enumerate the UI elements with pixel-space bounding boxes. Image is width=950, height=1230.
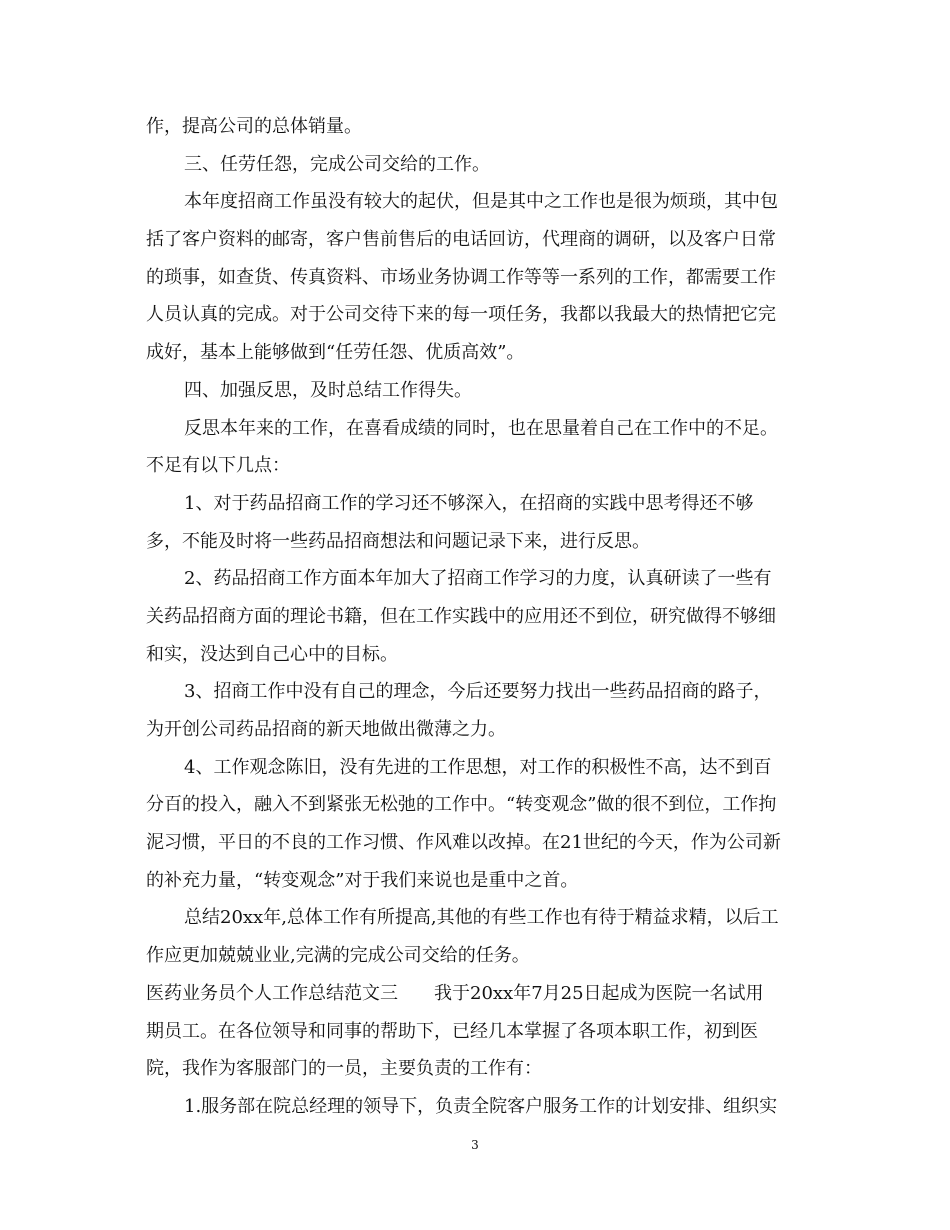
text-line: 总结20xx年,总体工作有所提高,其他的有些工作也有待于精益求精，以后工 — [184, 907, 779, 929]
text-line: 不足有以下几点： — [146, 455, 290, 477]
text-line: 作，提高公司的总体销量。 — [146, 116, 362, 137]
text-line: 反思本年来的工作，在喜看成绩的同时，也在思量着自己在工作中的不足。 — [184, 417, 778, 439]
section-heading: 三、任劳任怨，完成公司交给的工作。 — [184, 153, 490, 175]
text-line: 的琐事，如查货、传真资料、市场业务协调工作等等一系列的工作，都需要工作 — [146, 266, 776, 288]
text-line: 和实，没达到自己心中的目标。 — [146, 643, 398, 665]
text-line: 期员工。在各位领导和同事的帮助下，已经几本掌握了各项本职工作，初到医 — [146, 1020, 758, 1042]
text-line: 多，不能及时将一些药品招商想法和问题记录下来，进行反思。 — [146, 530, 650, 552]
text-line: 为开创公司药品招商的新天地做出微薄之力。 — [146, 719, 506, 740]
page-number: 3 — [471, 1138, 479, 1152]
list-item: 3、招商工作中没有自己的理念，今后还要努力找出一些药品招商的路子， — [184, 681, 772, 703]
list-item: 1.服务部在院总经理的领导下，负责全院客户服务工作的计划安排、组织实 — [184, 1095, 778, 1117]
text-line: 分百的投入，融入不到紧张无松弛的工作中。“转变观念”做的很不到位，工作拘 — [146, 794, 777, 816]
text-line: 关药品招商方面的理论书籍，但在工作实践中的应用还不到位，研究做得不够细 — [146, 605, 776, 627]
text-line: 院，我作为客服部门的一员，主要负责的工作有： — [146, 1058, 542, 1080]
text-line: 作应更加兢兢业业,完满的完成公司交给的任务。 — [146, 945, 530, 967]
text-line: 泥习惯，平日的不良的工作习惯、作风难以改掉。在21世纪的今天，作为公司新 — [146, 832, 781, 854]
text-line: 本年度招商工作虽没有较大的起伏，但是其中之工作也是很为烦琐，其中包 — [184, 191, 778, 213]
text-line: 人员认真的完成。对于公司交待下来的每一项任务，我都以我最大的热情把它完 — [146, 304, 776, 326]
text-line: 成好，基本上能够做到“任劳任怨、优质高效”。 — [146, 342, 525, 364]
list-item: 4、工作观念陈旧，没有先进的工作思想，对工作的积极性不高，达不到百 — [184, 756, 772, 778]
text-line: 的补充力量，“转变观念”对于我们来说也是重中之首。 — [146, 869, 579, 891]
text-line: 括了客户资料的邮寄，客户售前售后的电话回访，代理商的调研，以及客户日常 — [146, 229, 776, 251]
list-item: 1、对于药品招商工作的学习还不够深入，在招商的实践中思考得还不够 — [184, 492, 754, 514]
section-heading: 四、加强反思，及时总结工作得失。 — [184, 379, 472, 401]
article-title-line: 医药业务员个人工作总结范文三 我于20xx年7月25日起成为医院一名试用 — [146, 982, 764, 1004]
list-item: 2、药品招商工作方面本年加大了招商工作学习的力度，认真研读了一些有 — [184, 568, 772, 590]
document-body — [146, 108, 806, 1126]
